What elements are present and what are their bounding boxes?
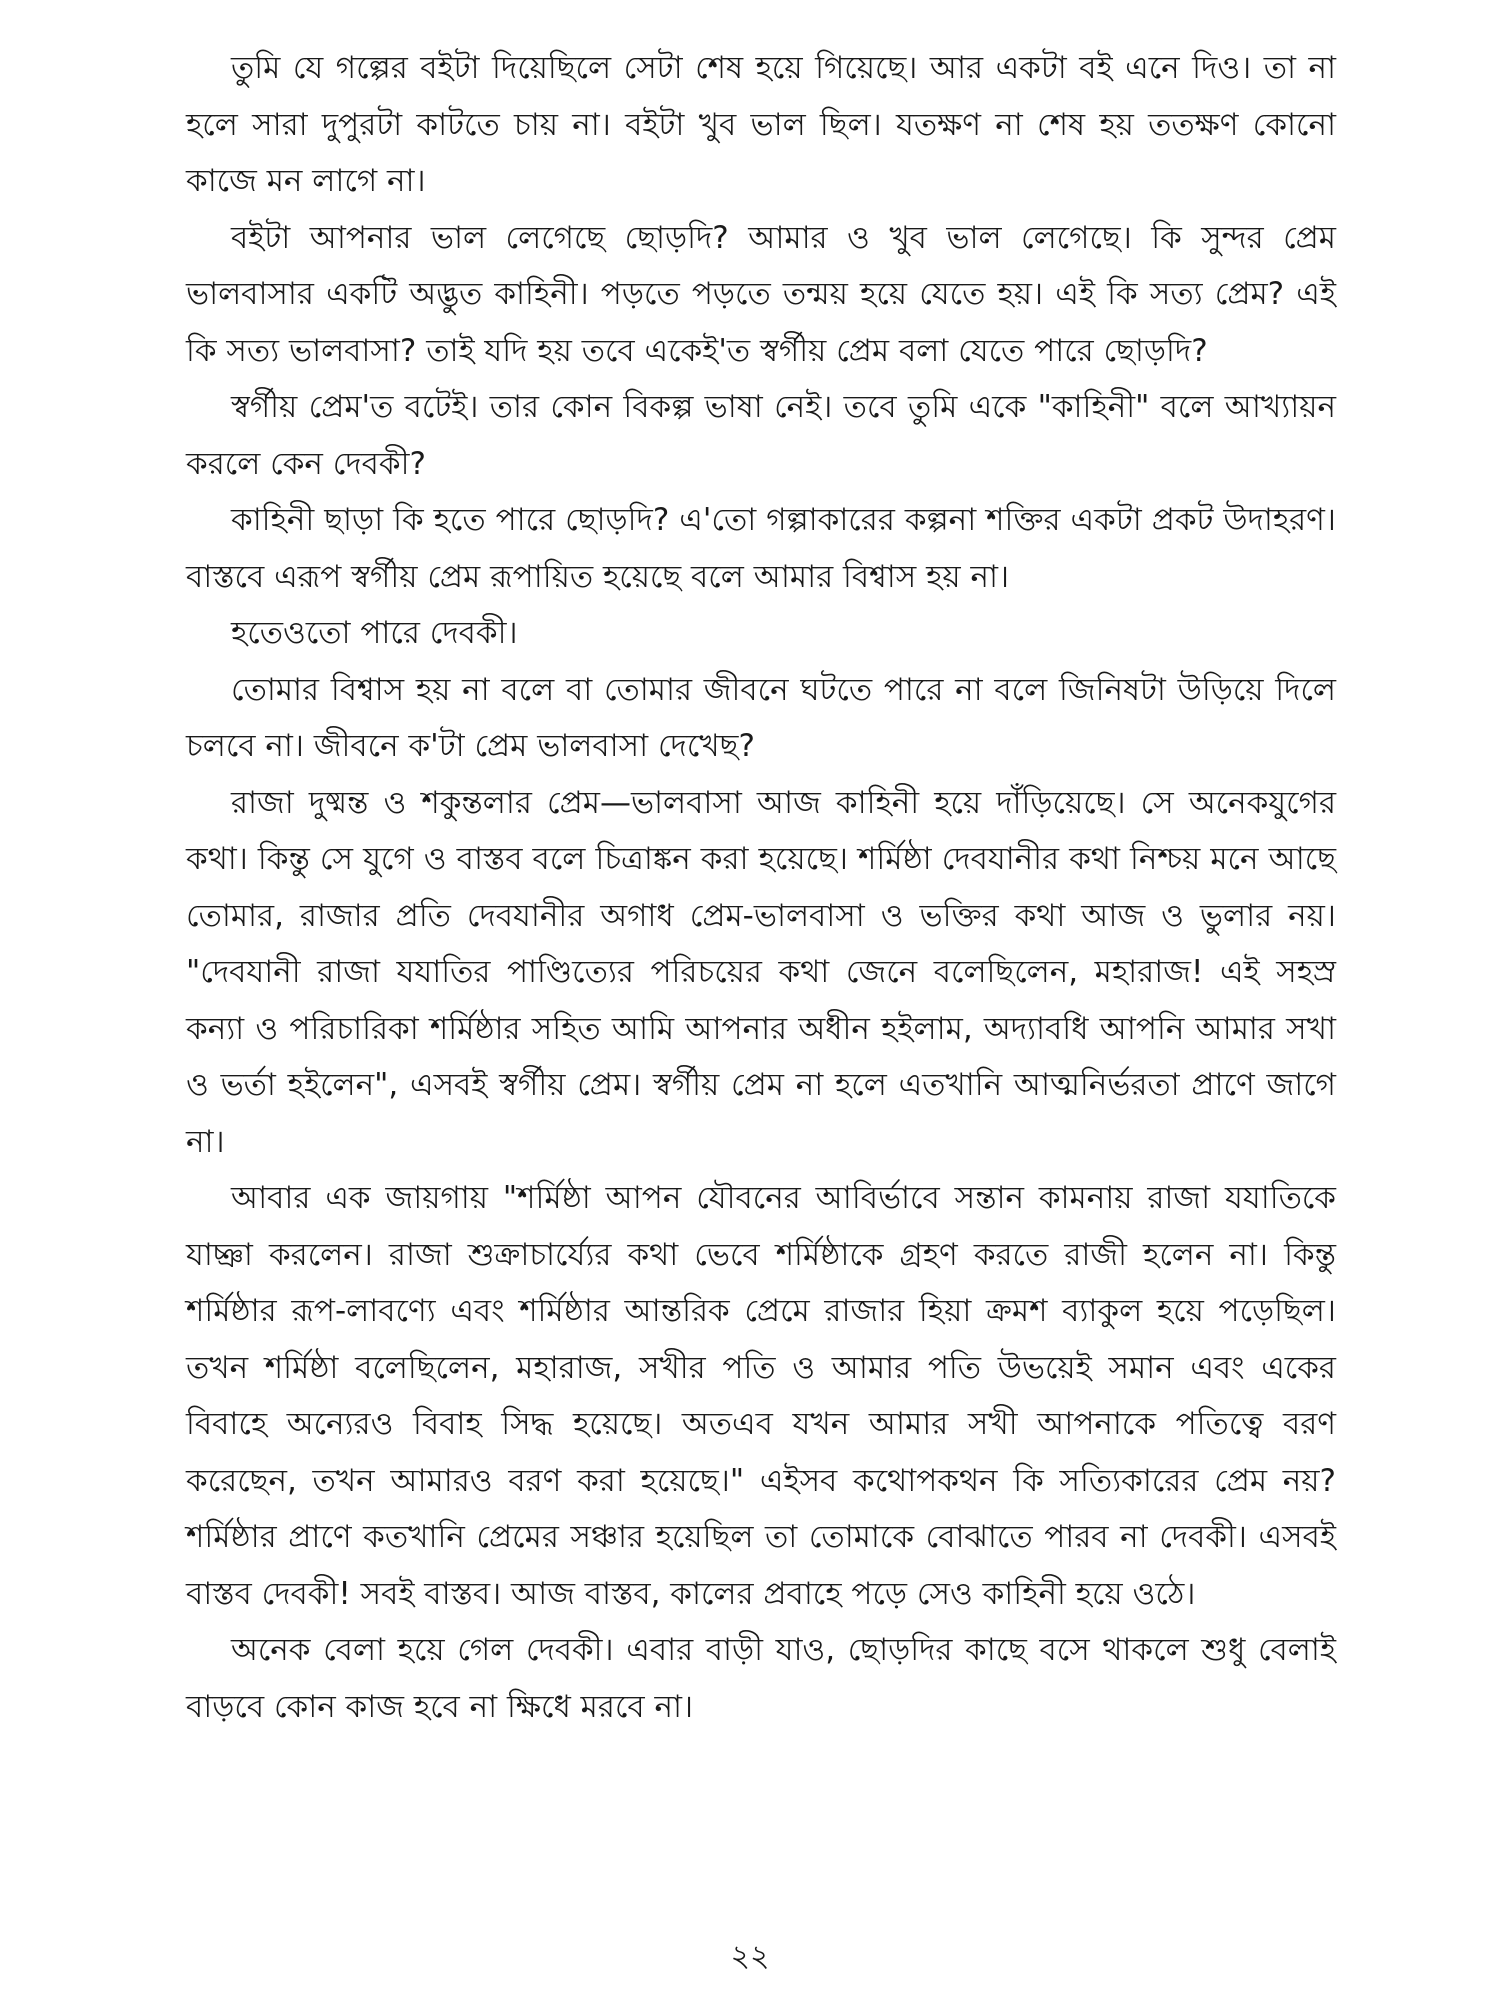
paragraph-4: কাহিনী ছাড়া কি হতে পারে ছোড়দি? এ'তো গল্পাকারের কল্পনা শক্তির একটা প্রকট উদাহরণ। বাস্তবে এরূপ স্বর্গীয় প্রেম রূপায়িত হয়েছে বলে আমার বিশ্বাস হয় না। xyxy=(186,502,1336,595)
paragraph-2: বইটা আপনার ভাল লেগেছে ছোড়দি? আমার ও খুব ভাল লেগেছে। কি সুন্দর প্রেম ভালবাসার একটি অদ্ভুত কাহিনী। পড়তে পড়তে তন্ময় হয়ে যেতে হয়। এই কি সত্য প্রেম? এই কি সত্য ভালবাসা? তাই যদি হয় তবে একেই'ত স্বর্গীয় প্রেম বলা যেতে পারে ছোড়দি? xyxy=(186,219,1336,369)
page-number: ২২ xyxy=(730,1939,770,1974)
paragraph-1: তুমি যে গল্পের বইটা দিয়েছিলে সেটা শেষ হয়ে গিয়েছে। আর একটা বই এনে দিও। তা না হলে সারা দুপুরটা কাটতে চায় না। বইটা খুব ভাল ছিল। যতক্ষণ না শেষ হয় ততক্ষণ কোনো কাজে মন লাগে না। xyxy=(186,50,1336,199)
page-body-text xyxy=(186,40,1336,1735)
paragraph-8: আবার এক জায়গায় "শর্মিষ্ঠা আপন যৌবনের আবির্ভাবে সন্তান কামনায় রাজা যযাতিকে যাচ্ঞা করলেন। রাজা শুক্রাচার্য্যের কথা ভেবে শর্মিষ্ঠাকে গ্রহণ করতে রাজী হলেন না। কিন্তু শর্মিষ্ঠার রূপ-লাবণ্যে এবং শর্মিষ্ঠার আন্তরিক প্রেমে রাজার হিয়া ক্রমশ ব্যাকুল হয়ে পড়েছিল। তখন শর্মিষ্ঠা বলেছিলেন, মহারাজ, সখীর পতি ও আমার পতি উভয়েই সমান এবং একের বিবাহে অন্যেরও বিবাহ সিদ্ধ হয়েছে। অতএব যখন আমার সখী আপনাকে পতিত্বে বরণ করেছেন, তখন আমারও বরণ করা হয়েছে।" এইসব কথোপকথন কি সত্যিকারের প্রেম নয়? শর্মিষ্ঠার প্রাণে কতখানি প্রেমের সঞ্চার হয়েছিল তা তোমাকে বোঝাতে পারব না দেবকী। এসবই বাস্তব দেবকী! সবই বাস্তব। আজ বাস্তব, কালের প্রবাহে পড়ে সেও কাহিনী হয়ে ওঠে। xyxy=(186,1180,1336,1612)
paragraph-3: স্বর্গীয় প্রেম'ত বটেই। তার কোন বিকল্প ভাষা নেই। তবে তুমি একে "কাহিনী" বলে আখ্যায়ন করলে কেন দেবকী? xyxy=(186,389,1336,482)
paragraph-9: অনেক বেলা হয়ে গেল দেবকী। এবার বাড়ী যাও, ছোড়দির কাছে বসে থাকলে শুধু বেলাই বাড়বে কোন কাজ হবে না ক্ষিধে মরবে না। xyxy=(186,1632,1336,1725)
paragraph-7: রাজা দুষ্মন্ত ও শকুন্তলার প্রেম—ভালবাসা আজ কাহিনী হয়ে দাঁড়িয়েছে। সে অনেকযুগের কথা। কিন্তু সে যুগে ও বাস্তব বলে চিত্রাঙ্কন করা হয়েছে। শর্মিষ্ঠা দেবযানীর কথা নিশ্চয় মনে আছে তোমার, রাজার প্রতি দেবযানীর অগাধ প্রেম-ভালবাসা ও ভক্তির কথা আজ ও ভুলার নয়। "দেবযানী রাজা যযাতির পাণ্ডিত্যের পরিচয়ের কথা জেনে বলেছিলেন, মহারাজ! এই সহস্র কন্যা ও পরিচারিকা শর্মিষ্ঠার সহিত আমি আপনার অধীন হইলাম, অদ্যাবধি আপনি আমার সখা ও ভর্তা হইলেন", এসবই স্বর্গীয় প্রেম। স্বর্গীয় প্রেম না হলে এতখানি আত্মনির্ভরতা প্রাণে জাগে না। xyxy=(186,784,1336,1160)
paragraph-6: তোমার বিশ্বাস হয় না বলে বা তোমার জীবনে ঘটতে পারে না বলে জিনিষটা উড়িয়ে দিলে চলবে না। জীবনে ক'টা প্রেম ভালবাসা দেখেছ? xyxy=(186,671,1336,764)
paragraph-5: হতেওতো পারে দেবকী। xyxy=(231,615,518,651)
